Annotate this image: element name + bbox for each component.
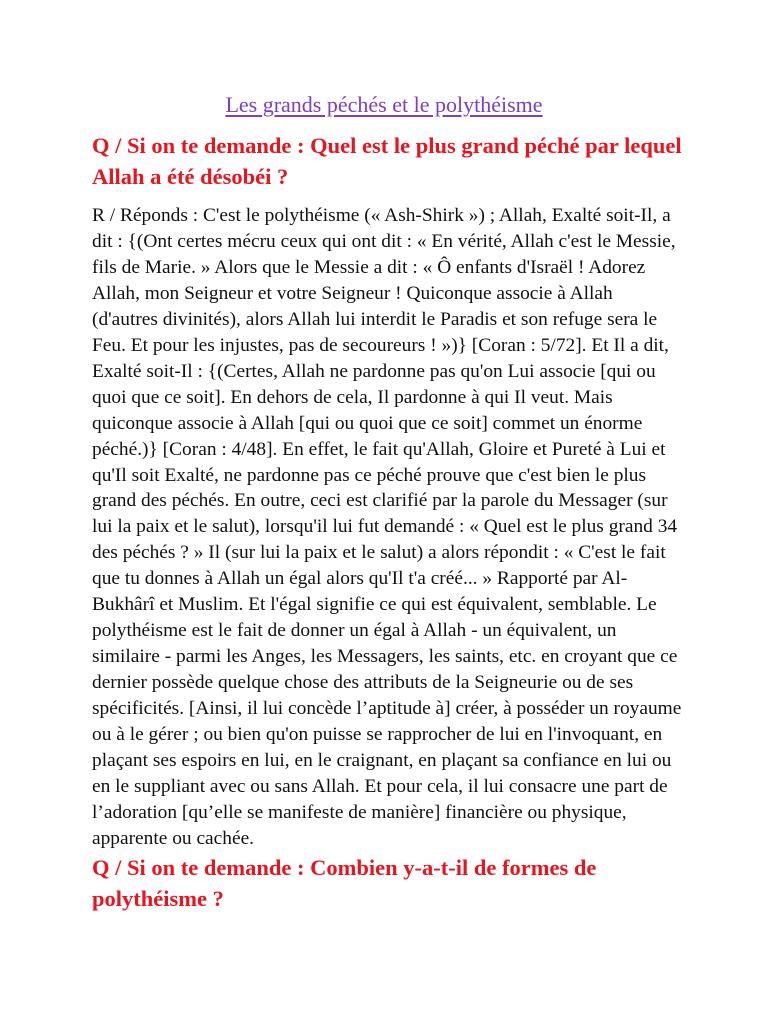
question-heading-1: Q / Si on te demande : Quel est le plus grand péché par lequel Allah a été désobéi ? bbox=[92, 133, 682, 189]
question-heading-2: Q / Si on te demande : Combien y-a-t-il de formes de polythéisme ? bbox=[92, 855, 597, 911]
answer-paragraph-1: R / Réponds : C'est le polythéisme (« Ash-Shirk ») ; Allah, Exalté soit-Il, a dit : {(Ont certes mécru ceux qui ont dit : « En vérité, Allah c'est le Messie, fils de Marie. » Alors que le Messie a dit : « Ô enfants d'Israël ! Adorez Allah, mon Seigneur et votre Seigneur ! Quiconque associe à Allah (d'autres divinités), alors Allah lui interdit le Paradis et son refuge sera le Feu. Et pour les injustes, pas de secoureurs ! »)} [Coran : 5/72]. Et Il a dit, Exalté soit-Il : {(Certes, Allah ne pardonne pas qu'on Lui associe [qui ou quoi que ce soit]. En dehors de cela, Il pardonne à qui Il veut. Mais quiconque associe à Allah [qui ou quoi que ce soit] commet un énorme péché.)} [Coran : 4/48]. En effet, le fait qu'Allah, Gloire et Pureté à Lui et qu'Il soit Exalté, ne pardonne pas ce péché prouve que c'est bien le plus grand des péchés. En outre, ceci est clarifié par la parole du Messager (sur lui la paix et le salut), lorsqu'il lui fut demandé : « Quel est le plus grand 34 des péchés ? » Il (sur lui la paix et le salut) a alors répondit : « C'est le fait que tu donnes à Allah un égal alors qu'Il t'a créé... » Rapporté par Al-Bukhârî et Muslim. Et l'égal signifie ce qui est équivalent, semblable. Le polythéisme est le fait de donner un égal à Allah - un équivalent, un similaire - parmi les Anges, les Messagers, les saints, etc. en croyant que ce dernier possède quelque chose des attributs de la Seigneurie ou de ses spécificités. [Ainsi, il lui concède l’aptitude à] créer, à posséder un royaume ou à le gérer ; ou bien qu'on puisse se rapprocher de lui en l'invoquant, en plaçant ses espoirs en lui, en le craignant, en plaçant sa confiance en lui ou en le suppliant avec ou sans Allah. Et pour cela, il lui consacre une part de l’adoration [qu’elle se manifeste de manière] financière ou physique, apparente ou cachée. bbox=[92, 205, 682, 849]
document-title: Les grands péchés et le polythéisme bbox=[225, 92, 543, 117]
